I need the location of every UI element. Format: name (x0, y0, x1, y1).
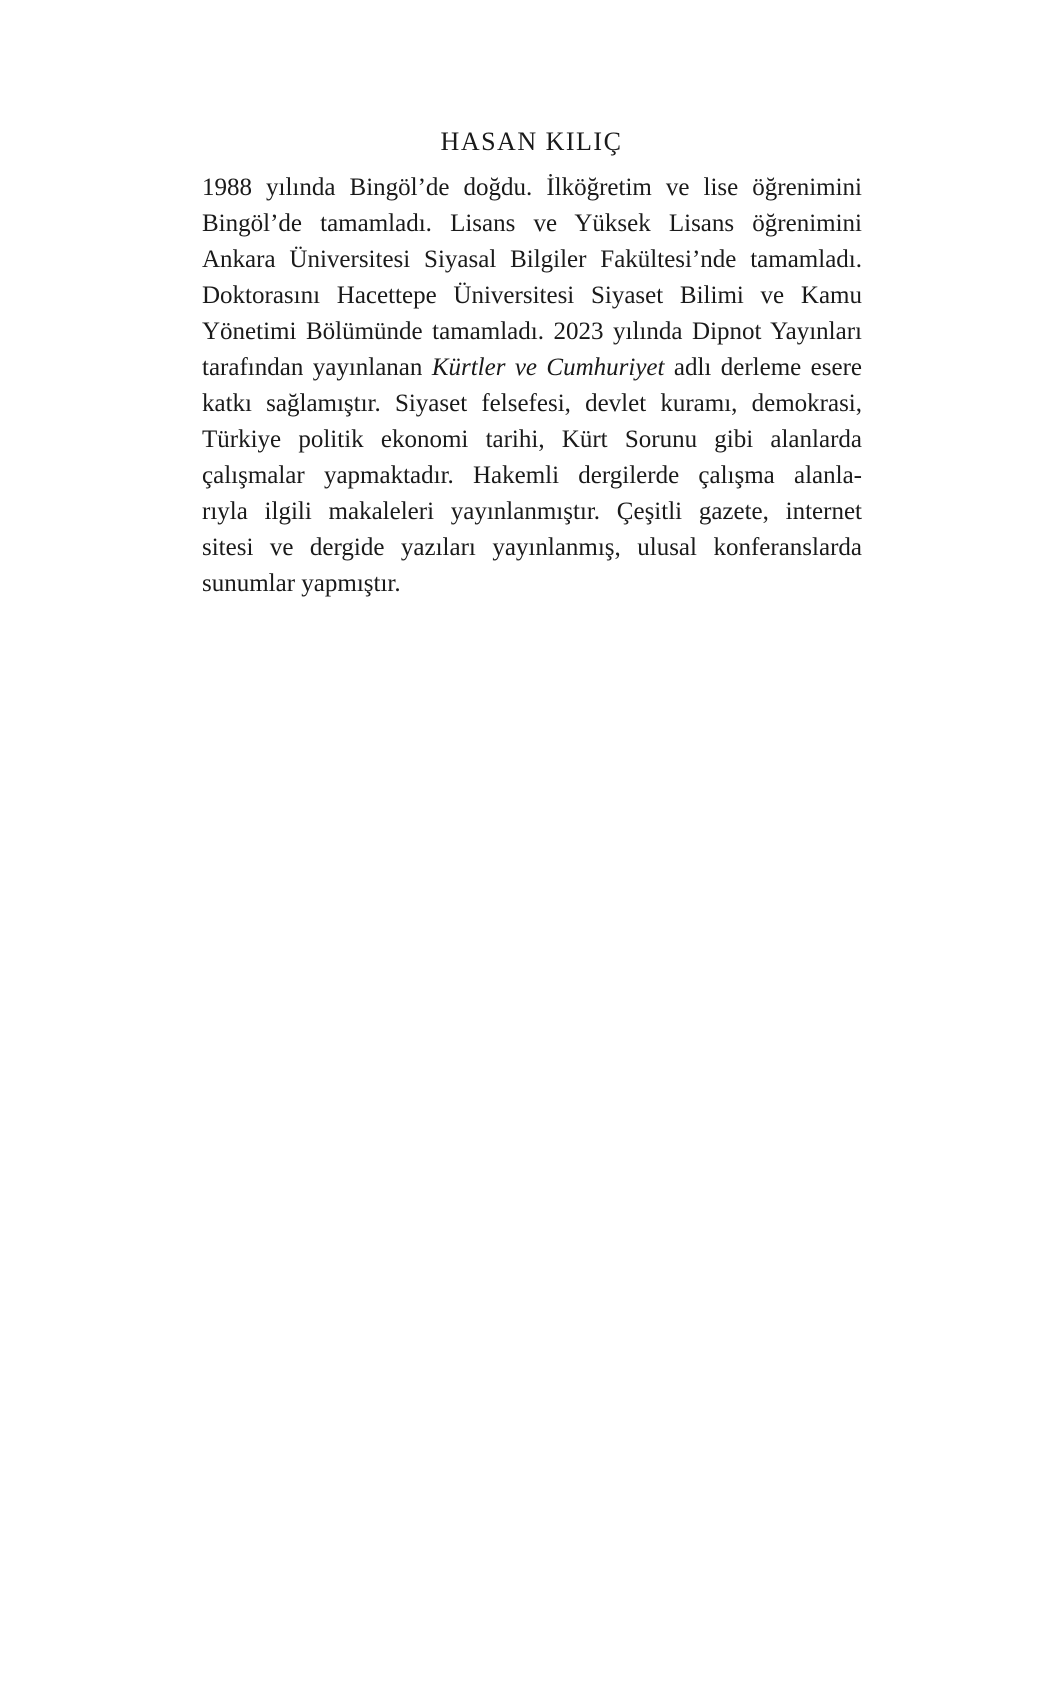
bio-line: 1988 yılında Bingöl’de doğdu. İlköğretim ve lise öğrenimini (202, 174, 862, 201)
bio-line: Ankara Üniversitesi Siyasal Bilgiler Fakültesi’nde tamamladı. (202, 246, 862, 273)
bio-line: sitesi ve dergide yazıları yayınlanmış, ulusal konferanslarda (202, 534, 862, 561)
book-title: Kürtler ve Cumhuriyet (431, 354, 665, 381)
bio-line: çalışmalar yapmaktadır. Hakemli dergilerde çalışma alanla- (202, 462, 862, 489)
bio-line: Bingöl’de tamamladı. Lisans ve Yüksek Lisans öğrenimini (202, 210, 862, 237)
bio-line: Doktorasını Hacettepe Üniversitesi Siyaset Bilimi ve Kamu (202, 282, 862, 309)
author-name: HASAN KILIÇ (440, 127, 623, 156)
author-biography (202, 170, 862, 602)
bio-line: tarafından yayınlanan Kürtler ve Cumhuriyet adlı derleme esere (202, 354, 862, 381)
bio-line: Yönetimi Bölümünde tamamladı. 2023 yılında Dipnot Yayınları (202, 318, 862, 345)
bio-line: Türkiye politik ekonomi tarihi, Kürt Sorunu gibi alanlarda (202, 426, 862, 453)
bio-line: sunumlar yapmıştır. (202, 570, 401, 597)
bio-line: rıyla ilgili makaleleri yayınlanmıştır. Çeşitli gazete, internet (202, 498, 862, 525)
bio-line: katkı sağlamıştır. Siyaset felsefesi, devlet kuramı, demokrasi, (202, 390, 862, 417)
